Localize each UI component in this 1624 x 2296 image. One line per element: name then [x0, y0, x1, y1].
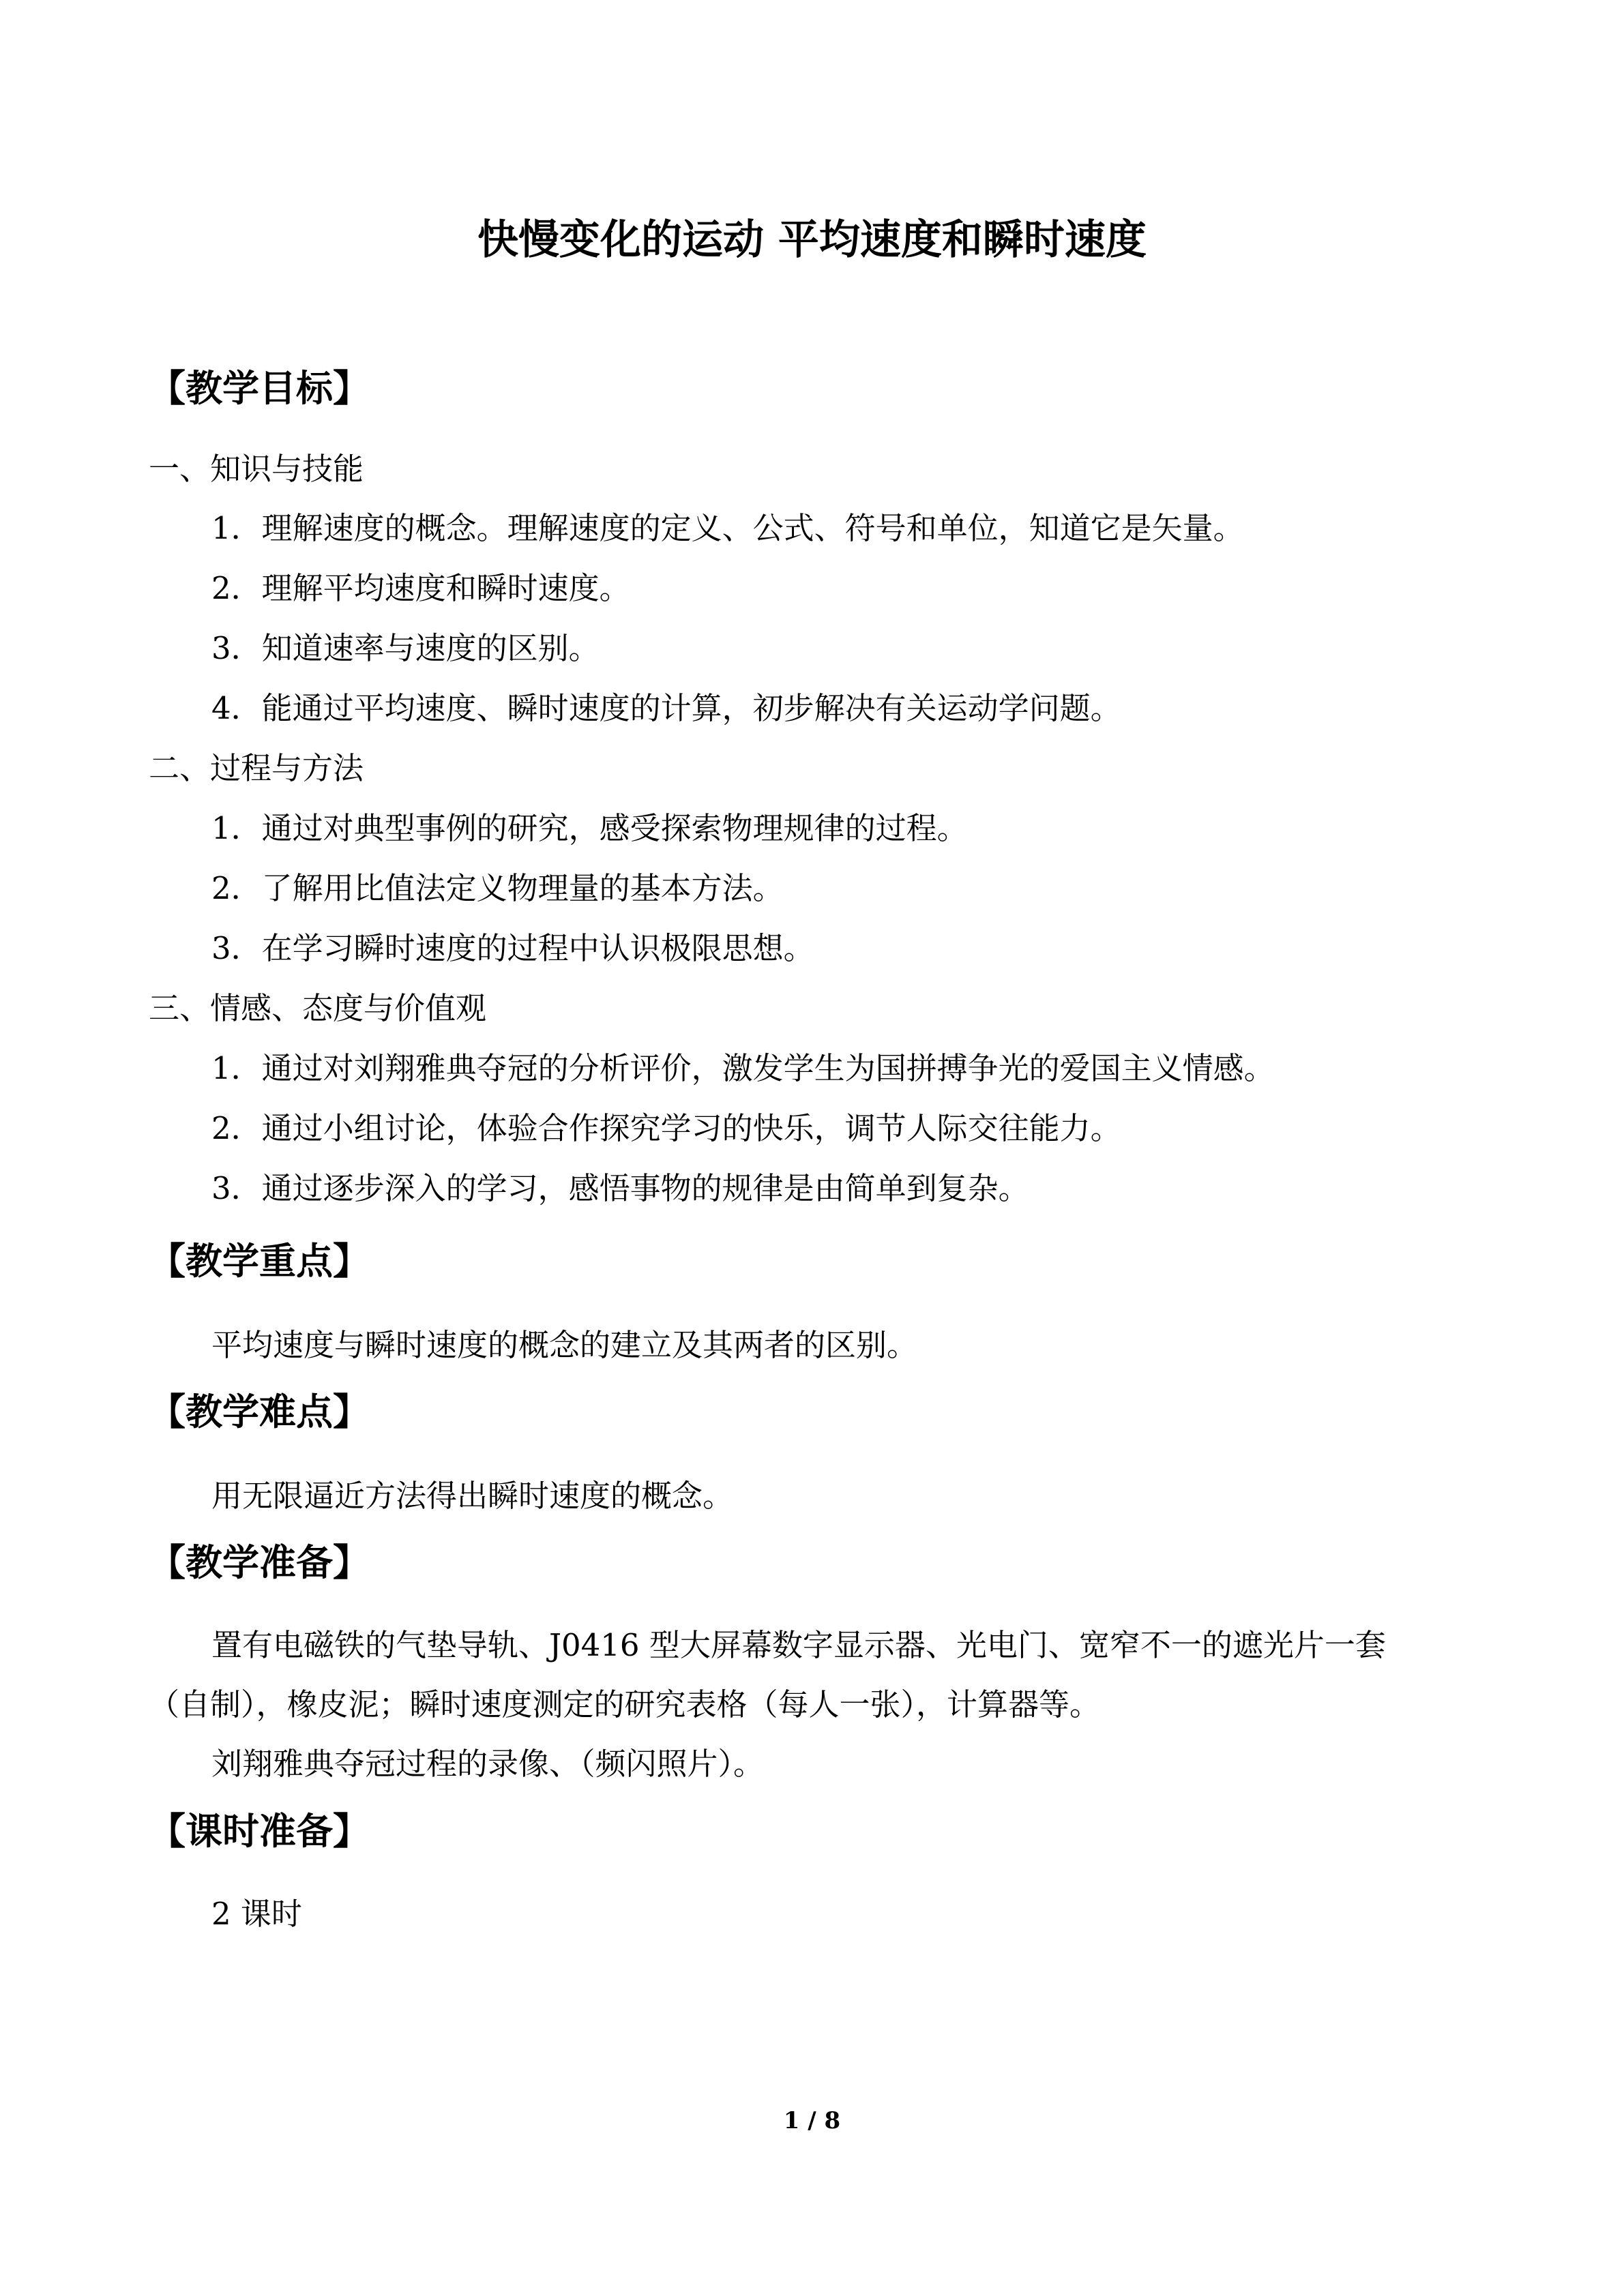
process-item-3: 3．在学习瞬时速度的过程中认识极限思想。 — [211, 930, 814, 966]
emotion-item-3: 3．通过逐步深入的学习，感悟事物的规律是由简单到复杂。 — [211, 1170, 1029, 1206]
preparation-para1-line1: 置有电磁铁的气垫导轨、J0416 型大屏幕数字显示器、光电门、宽窄不一的遮光片一套 — [211, 1627, 1386, 1663]
key-points-text: 平均速度与瞬时速度的概念的建立及其两者的区别。 — [211, 1327, 918, 1363]
class-hours-text: 2 课时 — [211, 1896, 302, 1932]
process-item-2: 2．了解用比值法定义物理量的基本方法。 — [211, 870, 784, 906]
process-item-1: 1．通过对典型事例的研究，感受探索物理规律的过程。 — [211, 810, 968, 846]
key-points-heading: 【教学重点】 — [149, 1240, 370, 1283]
page-number: 1 / 8 — [783, 2107, 841, 2134]
emotion-item-1: 1．通过对刘翔雅典夺冠的分析评价，激发学生为国拼搏争光的爱国主义情感。 — [211, 1050, 1275, 1086]
difficulties-text: 用无限逼近方法得出瞬时速度的概念。 — [211, 1478, 734, 1514]
difficulties-heading: 【教学难点】 — [149, 1390, 370, 1433]
knowledge-item-2: 2．理解平均速度和瞬时速度。 — [211, 570, 630, 606]
objectives-heading: 【教学目标】 — [149, 367, 370, 410]
class-hours-heading: 【课时准备】 — [149, 1810, 370, 1853]
preparation-para2: 刘翔雅典夺冠过程的录像、（频闪照片）。 — [211, 1746, 765, 1782]
emotion-title: 三、情感、态度与价值观 — [149, 990, 487, 1026]
knowledge-item-4: 4．能通过平均速度、瞬时速度的计算，初步解决有关运动学问题。 — [211, 690, 1121, 726]
process-title: 二、过程与方法 — [149, 750, 364, 786]
preparation-para1-line2: （自制），橡皮泥；瞬时速度测定的研究表格（每人一张），计算器等。 — [149, 1686, 1101, 1723]
emotion-item-2: 2．通过小组讨论，体验合作探究学习的快乐，调节人际交往能力。 — [211, 1110, 1121, 1146]
knowledge-item-3: 3．知道速率与速度的区别。 — [211, 630, 600, 666]
knowledge-title: 一、知识与技能 — [149, 451, 364, 487]
document-title: 快慢变化的运动 平均速度和瞬时速度 — [477, 216, 1147, 264]
knowledge-item-1: 1．理解速度的概念。理解速度的定义、公式、符号和单位，知道它是矢量。 — [211, 510, 1244, 546]
preparation-heading: 【教学准备】 — [149, 1541, 370, 1584]
